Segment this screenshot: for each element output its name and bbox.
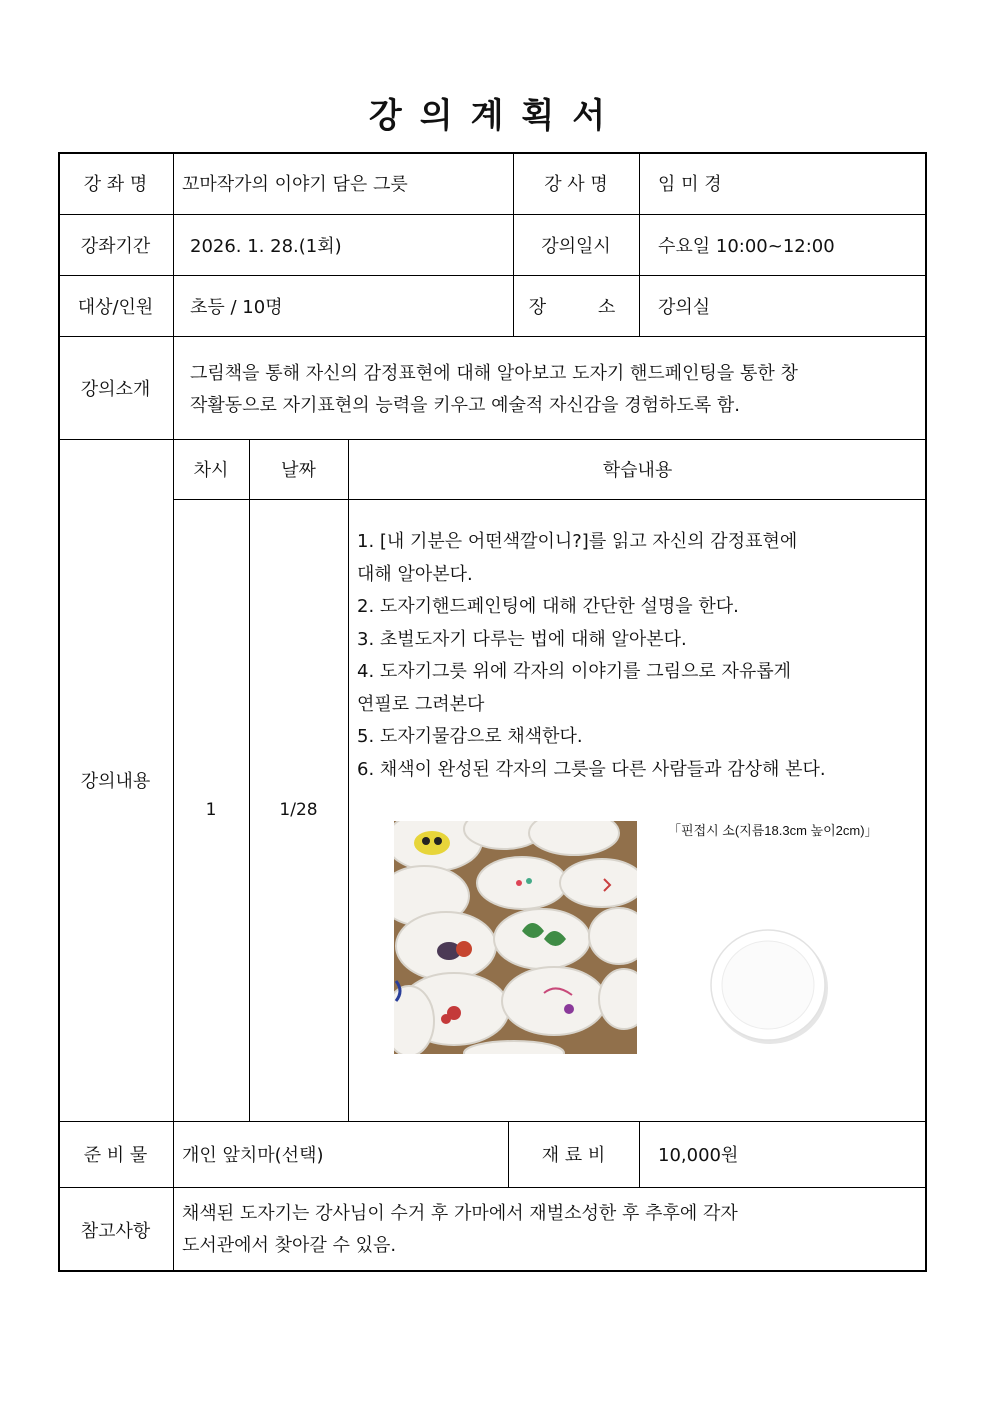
list-item: 3. 초벌도자기 다루는 법에 대해 알아본다. xyxy=(357,628,687,650)
instructor-value: 임 미 경 xyxy=(658,174,722,195)
target-label: 대상/인원 xyxy=(77,296,154,318)
list-item: 2. 도자기핸드페인팅에 대해 간단한 설명을 한다. xyxy=(357,596,739,617)
date-value: 1/28 xyxy=(279,800,318,820)
list-item: 5. 도자기물감으로 채색한다. xyxy=(357,726,583,747)
place-value: 강의실 xyxy=(658,296,711,318)
intro-label: 강의소개 xyxy=(80,378,151,400)
date-header: 날짜 xyxy=(281,460,316,481)
content-label: 강의내용 xyxy=(80,771,151,792)
document-title: 강의계획서 xyxy=(368,96,624,136)
prep-value: 개인 앞치마(선택) xyxy=(182,1145,324,1166)
intro-line: 그림책을 통해 자신의 감정표현에 대해 알아보고 도자기 핸드페인팅을 통한 창 xyxy=(190,363,798,384)
session-value: 1 xyxy=(205,800,217,820)
list-item: 4. 도자기그릇 위에 각자의 이야기를 그림으로 자유롭게 xyxy=(357,661,792,682)
list-item: 6. 채색이 완성된 각자의 그릇을 다른 사람들과 감상해 본다. xyxy=(357,758,826,780)
plain-plate-image xyxy=(668,818,883,1068)
note-line: 도서관에서 찾아갈 수 있음. xyxy=(182,1235,397,1256)
list-item: 대해 알아본다. xyxy=(357,563,473,585)
period-value: 2026. 1. 28.(1회) xyxy=(190,235,342,257)
note-text xyxy=(182,1198,922,1262)
intro-text xyxy=(190,358,920,422)
caption-close-bracket: 」 xyxy=(864,823,878,838)
plate-caption: 핀접시 소(지름18.3cm 높이2cm) xyxy=(681,823,865,838)
painted-plates-photo xyxy=(394,821,637,1054)
period-label: 강좌기간 xyxy=(80,235,151,257)
prep-label: 준 비 물 xyxy=(83,1145,148,1166)
fee-label: 재 료 비 xyxy=(541,1145,606,1166)
target-value: 초등 / 10명 xyxy=(190,296,283,318)
plate-icon xyxy=(668,846,883,1066)
course-name-value: 꼬마작가의 이야기 담은 그릇 xyxy=(182,174,408,195)
fee-value: 10,000원 xyxy=(658,1145,739,1166)
list-item: 1. [내 기분은 어떤색깔이니?]를 읽고 자신의 감정표현에 xyxy=(357,531,798,552)
instructor-label: 강 사 명 xyxy=(544,174,608,195)
schedule-label: 강의일시 xyxy=(541,235,611,257)
note-label: 참고사항 xyxy=(80,1220,151,1242)
caption-open-bracket: 「 xyxy=(668,823,682,838)
session-header: 차시 xyxy=(193,460,229,481)
lesson-content-list xyxy=(357,526,927,786)
content-header: 학습내용 xyxy=(602,460,673,481)
list-item: 연필로 그려본다 xyxy=(357,693,485,715)
intro-line: 작활동으로 자기표현의 능력을 키우고 예술적 자신감을 경험하도록 함. xyxy=(190,395,741,416)
schedule-value: 수요일 10:00~12:00 xyxy=(658,235,835,257)
course-name-label: 강 좌 명 xyxy=(83,174,148,195)
note-line: 채색된 도자기는 강사님이 수거 후 가마에서 재벌소성한 후 추후에 각자 xyxy=(182,1203,738,1224)
place-label: 장 소 xyxy=(528,296,624,318)
